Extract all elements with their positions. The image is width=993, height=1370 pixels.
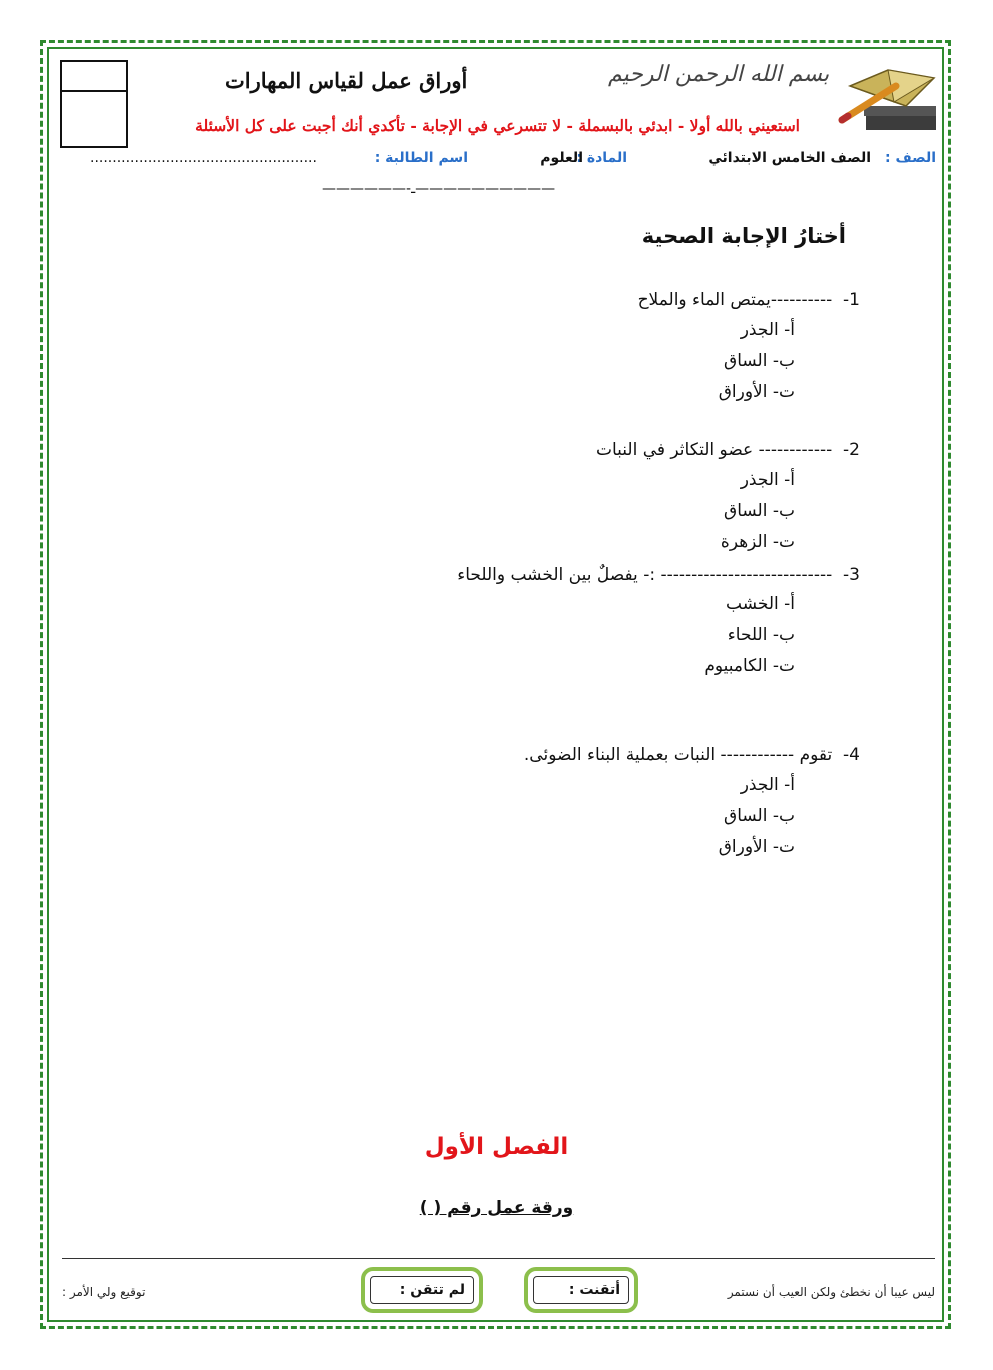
mastered-box[interactable]: [524, 1267, 638, 1313]
student-label: اسم الطالبة :: [374, 150, 468, 166]
question-3-option-b[interactable]: ب- اللحاء: [727, 625, 795, 645]
section-heading: أختارُ الإجابة الصحية: [641, 224, 846, 248]
instructions: استعيني بالله أولا - ابدئي بالبسملة - لا تتسرعي في الإجابة - تأكدي أنك أجبت على كل الأسئلة: [195, 116, 800, 135]
question-4-option-c[interactable]: ت- الأوراق: [718, 837, 795, 857]
student-name-field[interactable]: ...................................................: [90, 150, 317, 166]
chapter-title: الفصل الأول: [424, 1134, 569, 1160]
question-4: 4- تقوم ------------ النبات بعملية البناء الضوئى.: [523, 745, 860, 765]
grade-label: الصف :: [885, 150, 936, 166]
mastered-label: أتقنت :: [533, 1276, 629, 1304]
basmala: بسم الله الرحمن الرحيم: [608, 62, 830, 87]
subject-value: العلوم: [540, 150, 583, 166]
question-3: 3- ---------------------------- :- يفصلٌ بين الخشب واللحاء: [457, 565, 860, 585]
separator-line: ——————-ـ——————————: [322, 181, 556, 197]
question-2-option-b[interactable]: ب- الساق: [724, 501, 795, 521]
not-mastered-label: لم تتقن :: [370, 1276, 474, 1304]
sheet-title: أوراق عمل لقياس المهارات: [225, 68, 468, 93]
question-1: 1- ----------يمتص الماء والملاح: [637, 290, 860, 310]
question-3-option-a[interactable]: أ- الخشب: [726, 594, 795, 614]
question-4-option-a[interactable]: أ- الجذر: [740, 775, 795, 795]
question-1-option-a[interactable]: أ- الجذر: [740, 320, 795, 340]
subject-label: المادة :: [576, 150, 627, 166]
footer-motto: ليس عيبا أن نخطئ ولكن العيب أن نستمر: [727, 1285, 935, 1299]
worksheet-number: ورقة عمل رقم ( ): [419, 1198, 574, 1218]
grade-value: الصف الخامس الابتدائي: [708, 150, 871, 166]
footer-divider: [62, 1258, 935, 1259]
question-2: 2- ------------ عضو التكاثر في النبات: [595, 440, 860, 460]
question-3-option-c[interactable]: ت- الكامبيوم: [704, 656, 795, 676]
question-2-option-a[interactable]: أ- الجذر: [740, 470, 795, 490]
question-4-option-b[interactable]: ب- الساق: [724, 806, 795, 826]
book-pencil-icon: [836, 56, 944, 138]
question-2-option-c[interactable]: ت- الزهرة: [720, 532, 795, 552]
not-mastered-box[interactable]: [361, 1267, 483, 1313]
guardian-signature-label: توقيع ولي الأمر :: [62, 1285, 146, 1299]
question-1-option-c[interactable]: ت- الأوراق: [718, 382, 795, 402]
grade-box: [60, 60, 128, 148]
question-1-option-b[interactable]: ب- الساق: [724, 351, 795, 371]
